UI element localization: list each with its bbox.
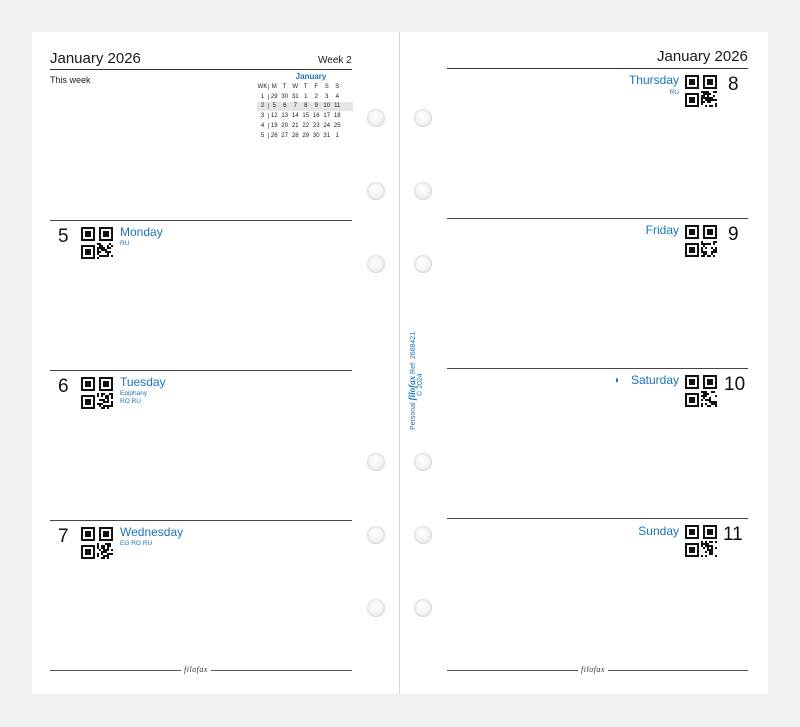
- day-note: RU: [120, 240, 130, 247]
- mini-day: 16: [312, 113, 320, 120]
- product-size: Personal: [410, 402, 417, 430]
- day-name: Thursday: [628, 73, 679, 87]
- day-name: Saturday: [630, 373, 679, 387]
- day-separator: [447, 518, 748, 519]
- mini-day: 31: [291, 93, 299, 100]
- binder-hole: [414, 599, 432, 617]
- mini-day: 14: [291, 113, 299, 120]
- day-note: EG RO RU: [120, 540, 153, 547]
- day-separator: [447, 218, 748, 219]
- vertical-brand: filofax: [407, 375, 417, 401]
- this-week-label: This week: [50, 75, 91, 85]
- mini-header-cell: W: [292, 83, 299, 90]
- binder-hole: [367, 453, 385, 471]
- mini-header-cell: T: [303, 83, 308, 90]
- mini-header-cell: F: [314, 83, 319, 90]
- mini-day: 20: [281, 123, 289, 130]
- day-name: Friday: [645, 223, 679, 237]
- footer-brand: filofax: [181, 665, 211, 674]
- mini-day: 3: [325, 93, 329, 100]
- mini-day: 7: [293, 103, 297, 110]
- qr-code-icon: [685, 375, 717, 407]
- mini-day: 15: [302, 113, 310, 120]
- day-number: 10: [724, 374, 746, 395]
- page-gutter: [399, 32, 400, 694]
- mini-header-cell: S: [335, 83, 340, 90]
- day-number: 11: [723, 524, 743, 545]
- mini-day: 29: [270, 93, 278, 100]
- mini-day: 21: [291, 123, 299, 130]
- day-note: RO RU: [120, 398, 141, 405]
- mini-header-cell: S: [324, 83, 329, 90]
- mini-calendar-month: January: [295, 72, 327, 81]
- day-name: Wednesday: [120, 525, 184, 539]
- day-separator: [50, 520, 352, 521]
- mini-calendar-week-row: [257, 92, 353, 102]
- mini-calendar-week-row: [257, 131, 353, 141]
- copyright: © 2024: [417, 373, 424, 396]
- mini-day: 1: [304, 93, 308, 100]
- binder-hole: [367, 526, 385, 544]
- binder-hole: [367, 255, 385, 273]
- day-number: 9: [728, 224, 739, 245]
- mini-calendar-week-row: [257, 111, 353, 121]
- qr-code-icon: [685, 75, 717, 107]
- header-rule: [447, 68, 748, 69]
- binder-hole: [414, 182, 432, 200]
- right-page-title: January 2026: [657, 48, 748, 65]
- mini-day: 12: [270, 113, 278, 120]
- mini-day: 19: [270, 123, 278, 130]
- left-page-title: January 2026: [50, 50, 141, 67]
- binder-hole: [367, 599, 385, 617]
- day-name: Tuesday: [120, 375, 166, 389]
- mini-header-cell: WK: [257, 83, 268, 90]
- mini-day: 30: [312, 132, 320, 139]
- day-separator: [50, 220, 352, 221]
- qr-code-icon: [81, 227, 113, 259]
- mini-day: 27: [281, 132, 289, 139]
- product-ref: Ref: 2668421: [410, 331, 417, 374]
- mini-week-number: 5: [257, 133, 269, 139]
- qr-code-icon: [81, 527, 113, 559]
- day-number: 7: [58, 526, 69, 547]
- mini-week-number: 2: [257, 103, 269, 109]
- mini-day: 2: [314, 93, 318, 100]
- mini-day: 29: [302, 132, 310, 139]
- mini-day: 8: [304, 103, 308, 110]
- day-number: 8: [728, 74, 739, 95]
- mini-day: 1: [335, 132, 339, 139]
- mini-day: 18: [333, 113, 341, 120]
- day-note: Epiphany: [120, 390, 148, 397]
- footer-brand: filofax: [578, 665, 608, 674]
- mini-week-number: 1: [257, 94, 269, 100]
- binder-hole: [414, 453, 432, 471]
- mini-calendar: [257, 72, 353, 141]
- mini-day: 17: [323, 113, 331, 120]
- mini-week-number: 4: [257, 123, 269, 129]
- mini-calendar-week-row: [257, 121, 353, 131]
- binder-hole: [414, 526, 432, 544]
- mini-week-number: 3: [257, 113, 269, 119]
- qr-code-icon: [685, 525, 717, 557]
- mini-day: 6: [283, 103, 287, 110]
- mini-day: 13: [281, 113, 289, 120]
- binder-hole: [414, 109, 432, 127]
- mini-day: 24: [323, 123, 331, 130]
- mini-day: 9: [314, 103, 318, 110]
- day-number: 5: [58, 226, 69, 247]
- mini-day: 10: [323, 103, 331, 110]
- mini-day: 25: [333, 123, 341, 130]
- right-page: [400, 32, 768, 694]
- mini-header-cell: M: [271, 83, 277, 90]
- binder-hole: [367, 182, 385, 200]
- mini-day: 11: [334, 103, 341, 110]
- mini-calendar-header: [257, 82, 353, 92]
- mini-day: 22: [302, 123, 310, 130]
- binder-hole: [367, 109, 385, 127]
- mini-calendar-current-week-row: [257, 102, 353, 112]
- mini-day: 23: [312, 123, 320, 130]
- qr-code-icon: [685, 225, 717, 257]
- day-name: Sunday: [638, 524, 679, 538]
- mini-day: 28: [291, 132, 299, 139]
- header-rule: [50, 69, 352, 70]
- qr-code-icon: [81, 377, 113, 409]
- mini-day: 26: [270, 132, 278, 139]
- mini-day: 4: [335, 93, 339, 100]
- day-note: RU: [669, 89, 679, 96]
- day-separator: [447, 368, 748, 369]
- binder-hole: [414, 255, 432, 273]
- mini-day: 30: [281, 93, 289, 100]
- week-label: Week 2: [318, 55, 352, 66]
- day-separator: [50, 370, 352, 371]
- day-name: Monday: [120, 225, 163, 239]
- mini-day: 31: [323, 132, 331, 139]
- day-number: 6: [58, 376, 69, 397]
- mini-day: 5: [272, 103, 276, 110]
- product-reference-text: [407, 332, 424, 430]
- mini-header-cell: T: [282, 83, 287, 90]
- first-quarter-moon-icon: ◑: [613, 375, 620, 386]
